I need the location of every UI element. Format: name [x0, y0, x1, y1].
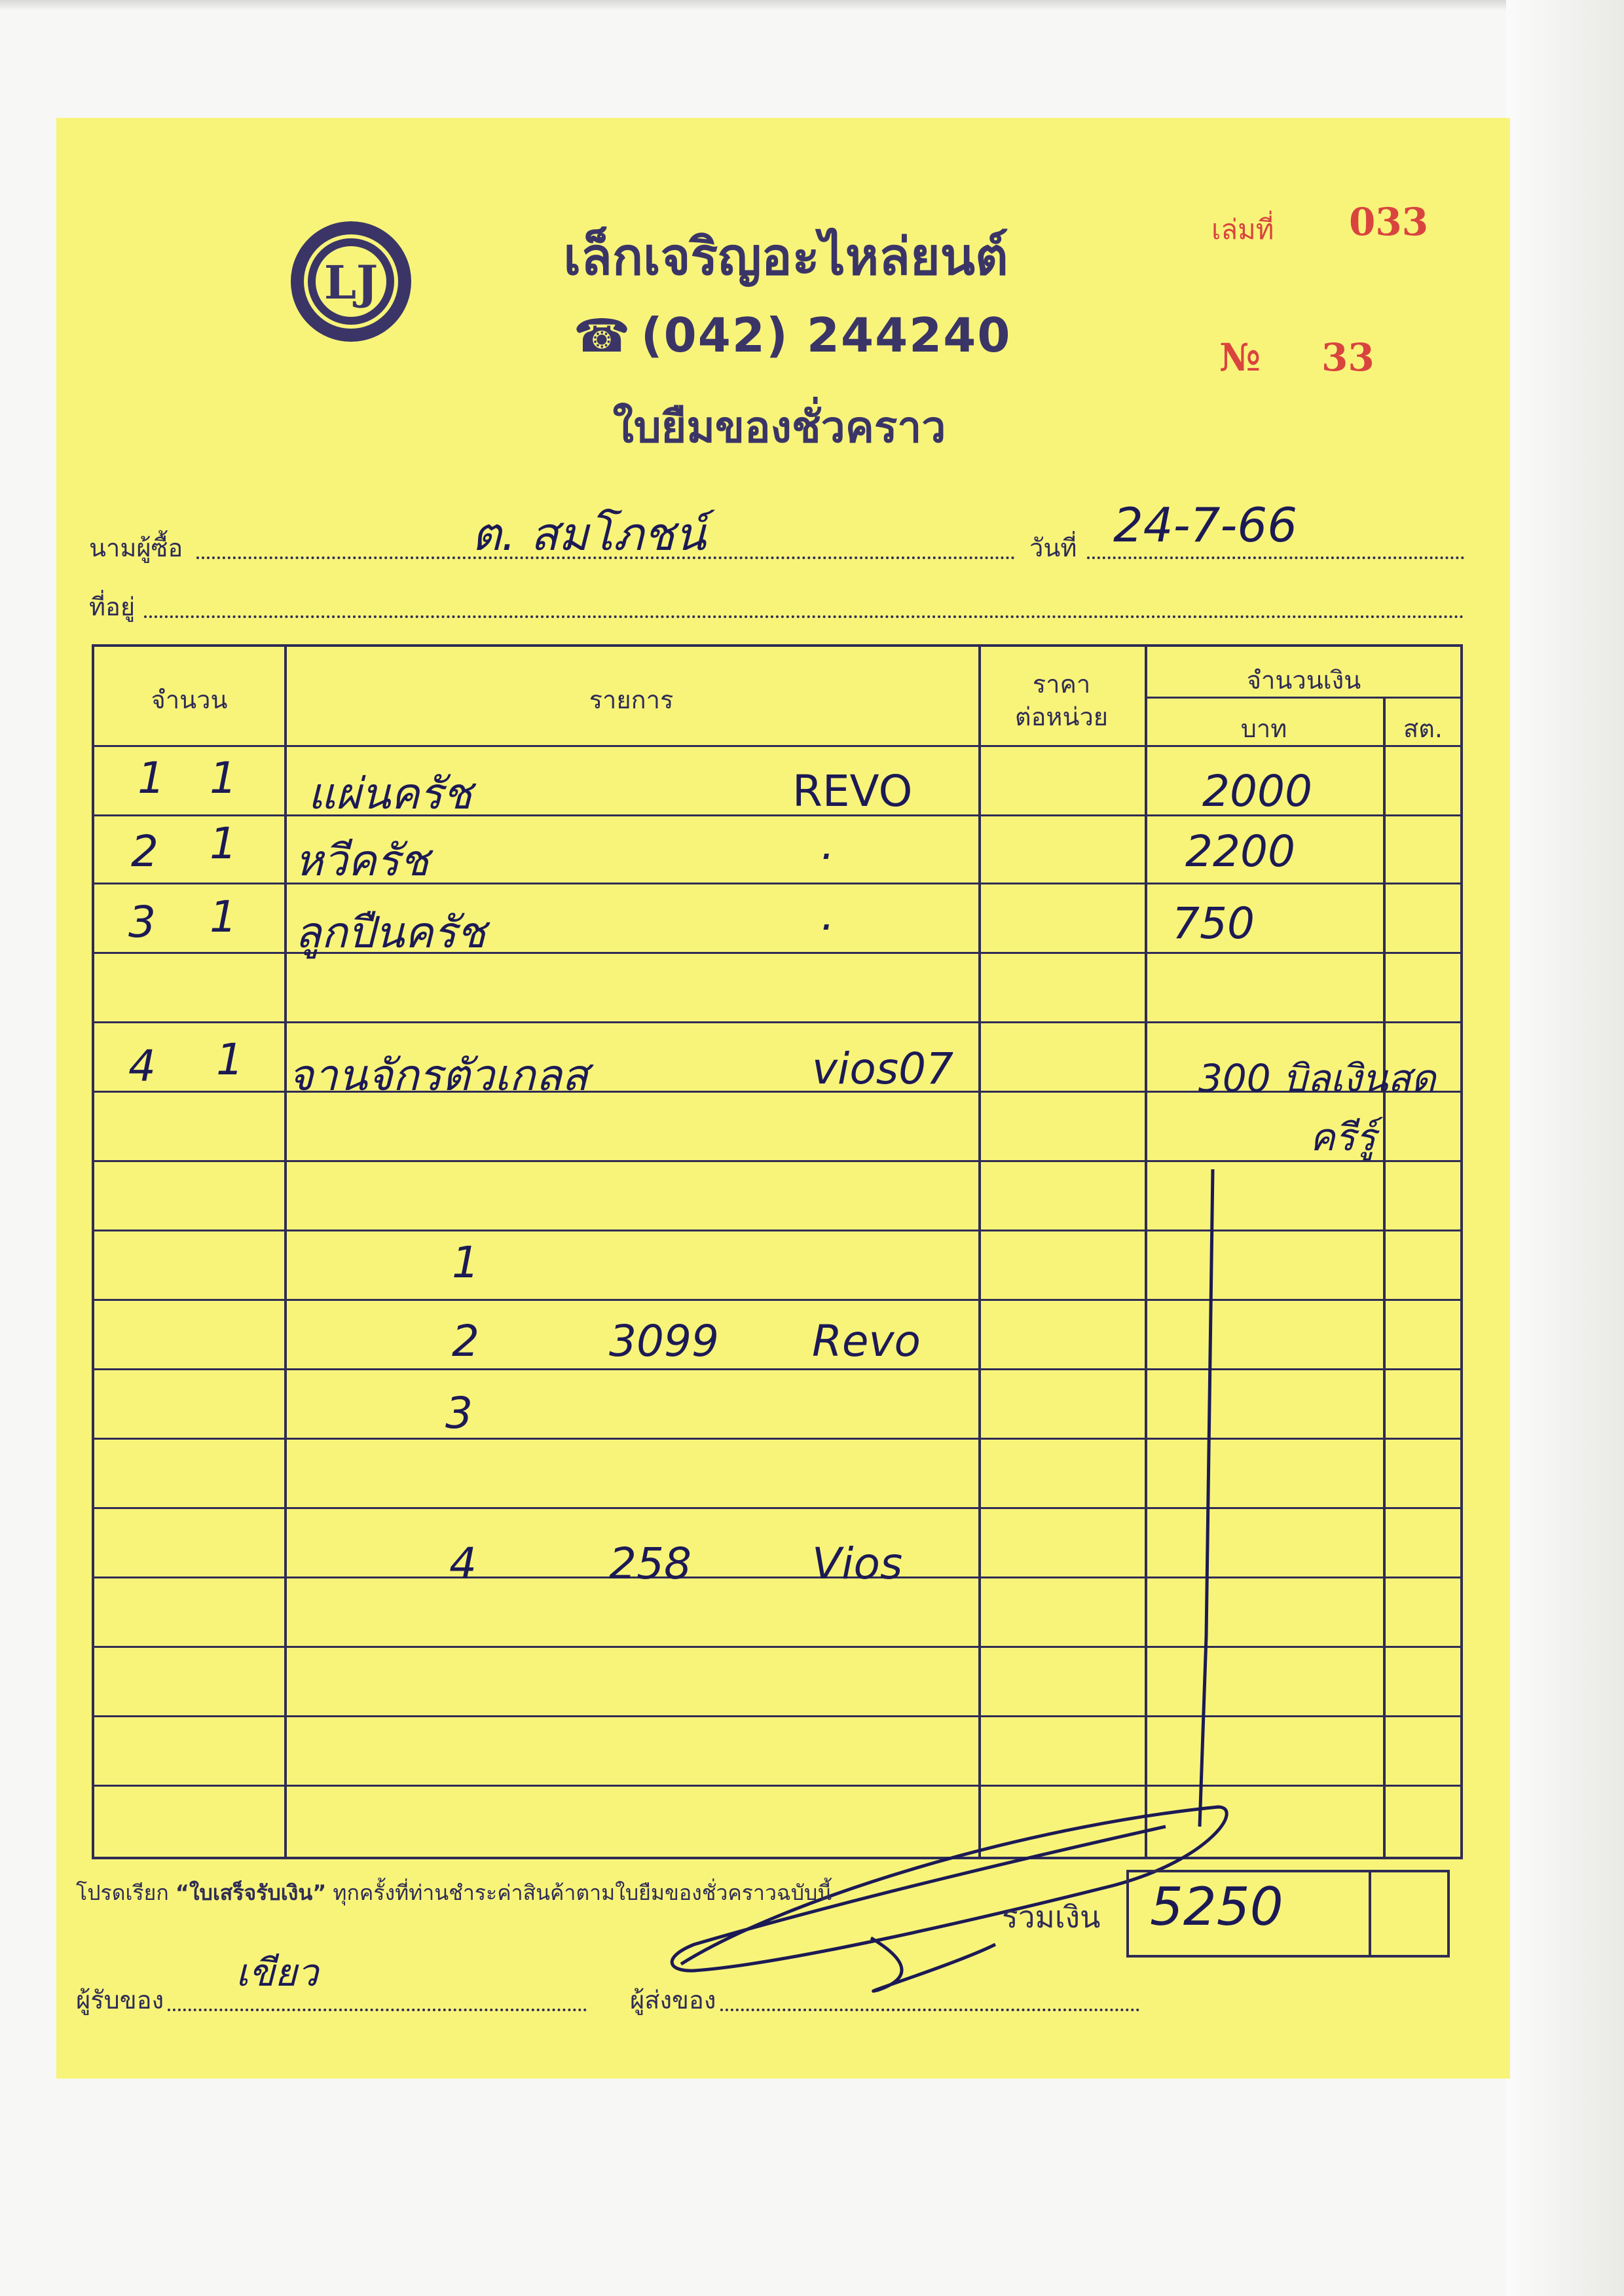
row-line [94, 1576, 1463, 1578]
col-divider-baht [1383, 697, 1386, 1857]
row-line [94, 1299, 1463, 1301]
row-4-qty: 1 [216, 1034, 244, 1085]
row-4-item: จานจักรตัวเกลส [288, 1050, 589, 1101]
date-dotted-line [1087, 556, 1464, 559]
row-2-no: 2 [131, 826, 158, 877]
shop-logo [286, 216, 416, 347]
row-3-model: · [819, 902, 832, 953]
buyer-label: นามผู้ซื้อ [89, 534, 183, 562]
scan-margin-right [1506, 0, 1624, 2296]
header-satang: สต. [1403, 714, 1443, 743]
row-1-model: REVO [792, 766, 913, 816]
amount-side-note: ครีร์ู [1310, 1115, 1376, 1159]
telephone-icon: ☎ [573, 309, 632, 363]
row-3-no: 3 [128, 897, 156, 947]
total-value: 5250 [1150, 1876, 1283, 1937]
row-4-model: vios07 [812, 1044, 954, 1094]
col-divider-item [978, 647, 981, 1857]
receiver-signature: เขียว [236, 1950, 319, 1995]
row-1-qty: 1 [210, 753, 237, 803]
col-divider-price [1145, 647, 1147, 1857]
row-3-qty: 1 [210, 892, 237, 942]
row-line [94, 1646, 1463, 1648]
row-line [94, 1021, 1463, 1023]
col-divider-qty [284, 647, 287, 1857]
receiver-label: ผู้รับของ [76, 1986, 164, 2014]
reminder-prefix: โปรดเรียก [76, 1880, 175, 1905]
row-1-amount: 2000 [1202, 766, 1312, 816]
address-label: ที่อยู่ [89, 592, 136, 621]
book-number: 033 [1349, 200, 1429, 244]
reminder-bold: “ใบเสร็จรับเงิน” [175, 1880, 327, 1905]
address-dotted-line [144, 615, 1464, 618]
receiver-dotted-line [168, 2009, 587, 2011]
row-2-item: หวีครัช [295, 835, 429, 886]
row-line [94, 1160, 1463, 1162]
header-unit-price-2: ต่อหน่วย [1014, 702, 1109, 731]
header-qty: จำนวน [151, 685, 228, 714]
row-line [94, 1785, 1463, 1787]
date-label: วันที่ [1029, 534, 1077, 562]
shop-name: เล็กเจริญอะไหล่ยนต์ [563, 228, 1008, 287]
book-label: เล่มที่ [1211, 213, 1274, 246]
total-label: รวมเงิน [1002, 1899, 1101, 1935]
sender-dotted-line [720, 2009, 1139, 2011]
note-3-no: 3 [445, 1388, 473, 1438]
row-4-amount: 300 บิลเงินสด [1198, 1056, 1436, 1101]
receipt-reminder [76, 1876, 832, 1910]
total-satang-divider [1369, 1872, 1371, 1955]
phone-number: (042) 244240 [640, 308, 1012, 363]
row-2-model: · [819, 831, 832, 882]
scan-edge-top [0, 0, 1624, 10]
row-line [94, 1438, 1463, 1440]
row-1-item: แผ่นครัช [308, 769, 472, 819]
date-value: 24-7-66 [1113, 498, 1298, 553]
row-line [94, 1368, 1463, 1370]
row-1-no: 1 [138, 753, 165, 803]
row-2-amount: 2200 [1185, 826, 1295, 877]
row-line [94, 1230, 1463, 1231]
row-3-amount: 750 [1172, 898, 1255, 949]
note-2-no: 2 [452, 1316, 479, 1366]
reminder-suffix: ทุกครั้งที่ท่านชำระค่าสินค้าตามใบยืมของชั่วคราวฉบับนี้ [326, 1880, 832, 1905]
receipt-number: 33 [1321, 335, 1375, 380]
logo-letters: LJ [323, 255, 378, 310]
header-item: รายการ [589, 685, 674, 714]
note-2-code: 3099 [609, 1316, 719, 1366]
note-4-code: 258 [609, 1539, 692, 1589]
document-title: ใบยืมของชั่วคราว [612, 402, 946, 452]
note-1-no: 1 [452, 1237, 479, 1288]
buyer-value: ต. สมโภชน์ [471, 507, 706, 561]
row-3-item: ลูกปืนครัช [295, 907, 486, 958]
row-line [94, 1507, 1463, 1509]
header-baht: บาท [1240, 714, 1287, 743]
row-line [94, 1715, 1463, 1717]
note-2-model: Revo [812, 1316, 921, 1366]
receipt-no-label: № [1219, 335, 1261, 380]
note-4-model: Vios [812, 1539, 903, 1589]
row-4-no: 4 [128, 1041, 156, 1091]
row-2-qty: 1 [210, 818, 237, 869]
note-4-no: 4 [449, 1539, 477, 1589]
sender-label: ผู้ส่งของ [630, 1986, 716, 2014]
header-amount: จำนวนเงิน [1246, 666, 1361, 695]
header-unit-price: ราคา [1032, 670, 1091, 699]
shop-phone [570, 308, 1015, 363]
